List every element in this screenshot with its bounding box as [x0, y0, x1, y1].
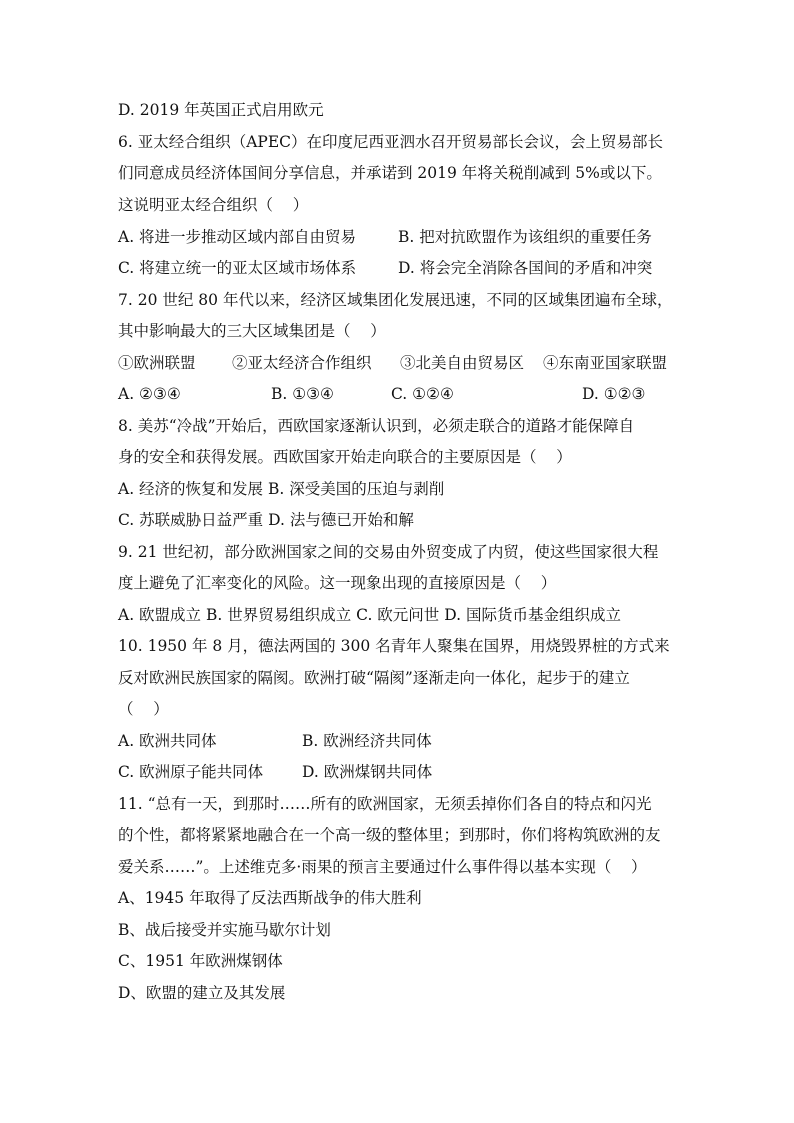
q6-stem-line-3: 这说明亚太经合组织（ ）: [118, 196, 309, 214]
q6-option-d: D. 将会完全消除各国间的矛盾和冲突: [398, 259, 653, 277]
q8-options-ab: A. 经济的恢复和发展 B. 深受美国的压迫与剥削: [118, 480, 445, 498]
q7-option-b: B. ①③④: [271, 385, 334, 403]
q10-stem-line-2: 反对欧洲民族国家的隔阂。欧洲打破“隔阂”逐渐走向一体化，起步于的建立: [118, 669, 630, 687]
q11-option-a: A、1945 年取得了反法西斯战争的伟大胜利: [118, 889, 422, 907]
q7-stem-line-1: 7. 20 世纪 80 年代以来，经济区域集团化发展迅速，不同的区域集团遍布全球，: [118, 291, 673, 309]
q7-stem-line-2: 其中影响最大的三大区域集团是（ ）: [118, 322, 386, 340]
q10-option-a: A. 欧洲共同体: [118, 732, 217, 750]
q11-stem-line-2: 的个性，都将紧紧地融合在一个高一级的整体里；到那时，你们将构筑欧洲的友: [118, 826, 661, 844]
q7-option-a: A. ②③④: [118, 385, 181, 403]
q7-option-d: D. ①②③: [582, 385, 646, 403]
q6-stem-line-1: 6. 亚太经合组织（APEC）在印度尼西亚泗水召开贸易部长会议，会上贸易部长: [118, 133, 664, 151]
q10-option-c: C. 欧洲原子能共同体: [118, 763, 264, 781]
q6-stem-line-2: 们同意成员经济体国间分享信息，并承诺到 2019 年将关税削减到 5%或以下。: [118, 164, 662, 182]
q10-option-b: B. 欧洲经济共同体: [302, 732, 432, 750]
q11-option-c: C、1951 年欧洲煤钢体: [118, 952, 283, 970]
q6-option-c: C. 将建立统一的亚太区域市场体系: [118, 259, 357, 277]
q10-option-d: D. 欧洲煤钢共同体: [302, 763, 433, 781]
q10-stem-line-1: 10. 1950 年 8 月，德法两国的 300 名青年人聚集在国界，用烧毁界桩的方式来: [118, 637, 670, 655]
q7-item-2: ②亚太经济合作组织: [232, 354, 372, 372]
q5-option-d: D. 2019 年英国正式启用欧元: [118, 101, 324, 119]
q11-stem-line-3: 爱关系……”。上述维克多·雨果的预言主要通过什么事件得以基本实现（ ）: [118, 858, 647, 876]
q11-stem-line-1: 11. “总有一天，到那时……所有的欧洲国家，无须丢掉你们各自的特点和闪光: [118, 795, 652, 813]
q7-item-4: ④东南亚国家联盟: [543, 354, 668, 372]
q8-stem-line-2: 身的安全和获得发展。西欧国家开始走向联合的主要原因是（ ）: [118, 448, 572, 466]
q8-options-cd: C. 苏联威胁日益严重 D. 法与德已开始和解: [118, 511, 414, 529]
q7-item-1: ①欧洲联盟: [118, 354, 196, 372]
q9-stem-line-1: 9. 21 世纪初，部分欧洲国家之间的交易由外贸变成了内贸，使这些国家很大程: [118, 543, 659, 561]
q9-stem-line-2: 度上避免了汇率变化的风险。这一现象出现的直接原因是（ ）: [118, 574, 557, 592]
q8-stem-line-1: 8. 美苏“冷战”开始后，西欧国家逐渐认识到，必须走联合的道路才能保障自: [118, 417, 635, 435]
q7-item-3: ③北美自由贸易区: [400, 354, 525, 372]
q6-option-b: B. 把对抗欧盟作为该组织的重要任务: [398, 228, 652, 246]
q6-option-a: A. 将进一步推动区域内部自由贸易: [118, 228, 357, 246]
q11-option-b: B、战后接受并实施马歇尔计划: [118, 921, 331, 939]
q10-stem-line-3: （ ）: [118, 700, 169, 718]
q11-option-d: D、欧盟的建立及其发展: [118, 984, 286, 1002]
q7-option-c: C. ①②④: [391, 385, 454, 403]
q9-options: A. 欧盟成立 B. 世界贸易组织成立 C. 欧元问世 D. 国际货币基金组织成立: [118, 606, 621, 624]
